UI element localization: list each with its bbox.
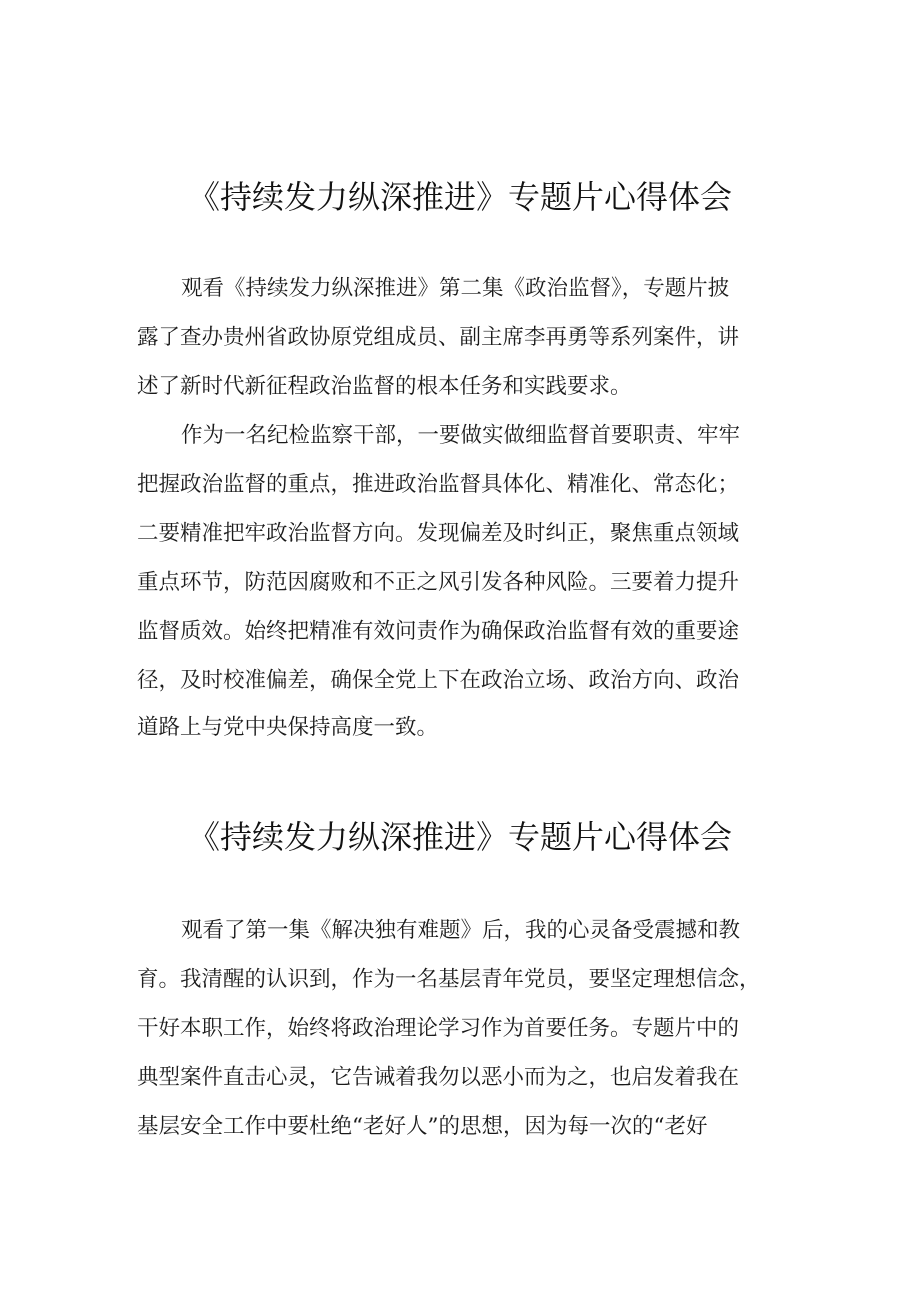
text-line: 把握政治监督的重点，推进政治监督具体化、精准化、常态化； bbox=[137, 472, 740, 497]
text-line: 典型案件直击心灵，它告诫着我勿以恶小而为之，也启发着我在 bbox=[137, 1065, 740, 1090]
text-line: 观看了第一集《解决独有难题》后，我的心灵备受震撼和教 bbox=[181, 918, 741, 943]
text-line: 基层安全工作中要杜绝“老好人”的思想，因为每一次的“老好 bbox=[137, 1114, 708, 1139]
text-line: 径，及时校准偏差，确保全党上下在政治立场、政治方向、政治 bbox=[137, 668, 740, 693]
text-line: 述了新时代新征程政治监督的根本任务和实践要求。 bbox=[137, 374, 632, 399]
text-line: 二要精准把牢政治监督方向。发现偏差及时纠正，聚焦重点领域 bbox=[137, 521, 740, 546]
text-line: 干好本职工作，始终将政治理论学习作为首要任务。专题片中的 bbox=[137, 1016, 740, 1041]
text-line: 露了查办贵州省政协原党组成员、副主席李再勇等系列案件，讲 bbox=[137, 325, 740, 350]
text-line: 重点环节，防范因腐败和不正之风引发各种风险。三要着力提升 bbox=[137, 570, 740, 595]
text-line: 道路上与党中央保持高度一致。 bbox=[137, 715, 439, 740]
text-line: 育。我清醒的认识到，作为一名基层青年党员，要坚定理想信念， bbox=[137, 967, 761, 992]
text-line: 作为一名纪检监察干部，一要做实做细监督首要职责、牢牢 bbox=[181, 423, 741, 448]
section-1-title: 《持续发力纵深推进》专题片心得体会 bbox=[187, 178, 732, 216]
text-line: 观看《持续发力纵深推进》第二集《政治监督》，专题片披 bbox=[181, 276, 730, 301]
section-2-title: 《持续发力纵深推进》专题片心得体会 bbox=[187, 818, 732, 856]
text-line: 监督质效。始终把精准有效问责作为确保政治监督有效的重要途 bbox=[137, 619, 740, 644]
